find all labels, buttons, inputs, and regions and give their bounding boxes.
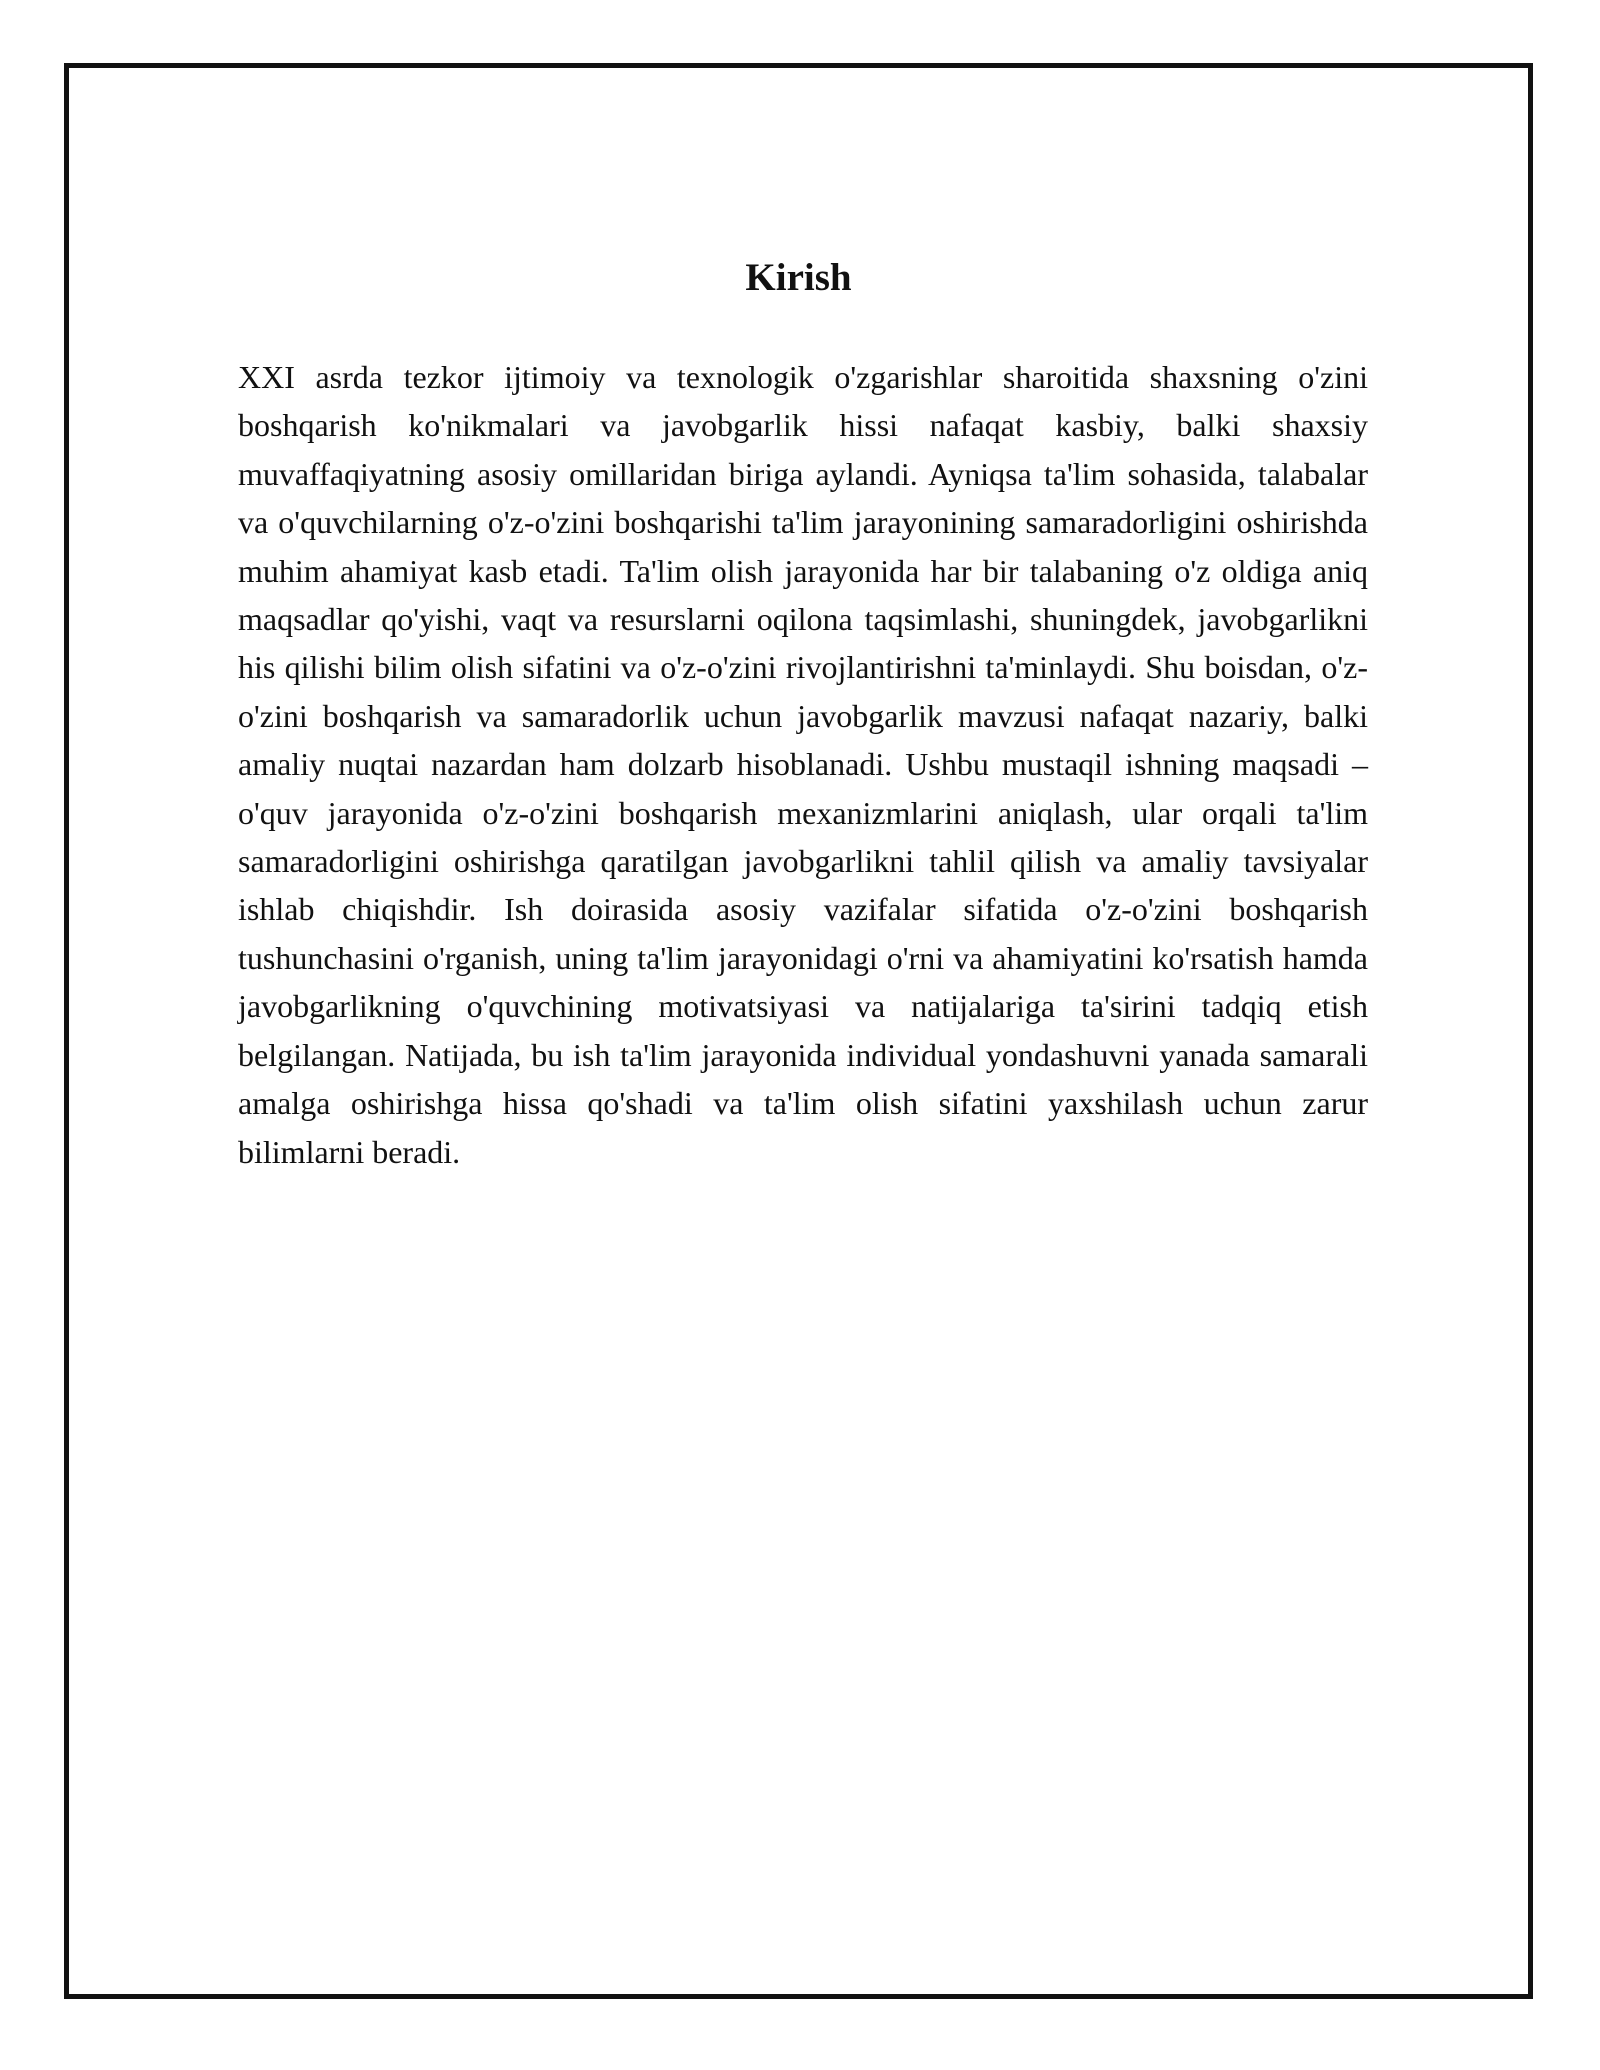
page-title: Kirish (745, 256, 852, 299)
page-border (64, 63, 1533, 1999)
body-paragraph: XXI asrda tezkor ijtimoiy va texnologik o'zgarishlar sharoitida shaxsning o'zini boshqarish ko'nikmalari va javobgarlik hissi nafaqat kasbiy, balki shaxsiy muvaffaqiyatning asosiy omillaridan biriga aylandi. Ayniqsa ta'lim sohasida, talabalar va o'quvchilarning o'z-o'zini boshqarishi ta'lim jarayonining samaradorligini oshirishda muhim ahamiyat kasb etadi. Ta'lim olish jarayonida har bir talabaning o'z oldiga aniq maqsadlar qo'yishi, vaqt va resurslarni oqilona taqsimlashi, shuningdek, javobgarlikni his qilishi bilim olish sifatini va o'z-o'zini rivojlantirishni ta'minlaydi. Shu boisdan, o'z-o'zini boshqarish va samaradorlik uchun javobgarlik mavzusi nafaqat nazariy, balki amaliy nuqtai nazardan ham dolzarb hisoblanadi. Ushbu mustaqil ishning maqsadi – o'quv jarayonida o'z-o'zini boshqarish mexanizmlarini aniqlash, ular orqali ta'lim samaradorligini oshirishga qaratilgan javobgarlikni tahlil qilish va amaliy tavsiyalar ishlab chiqishdir. Ish doirasida asosiy vazifalar sifatida o'z-o'zini boshqarish tushunchasini o'rganish, uning ta'lim jarayonidagi o'rni va ahamiyatini ko'rsatish hamda javobgarlikning o'quvchining motivatsiyasi va natijalariga ta'sirini tadqiq etish belgilangan. Natijada, bu ish ta'lim jarayonida individual yondashuvni yanada samarali amalga oshirishga hissa qo'shadi va ta'lim olish sifatini yaxshilash uchun zarur bilimlarni beradi. (238, 359, 1368, 1170)
